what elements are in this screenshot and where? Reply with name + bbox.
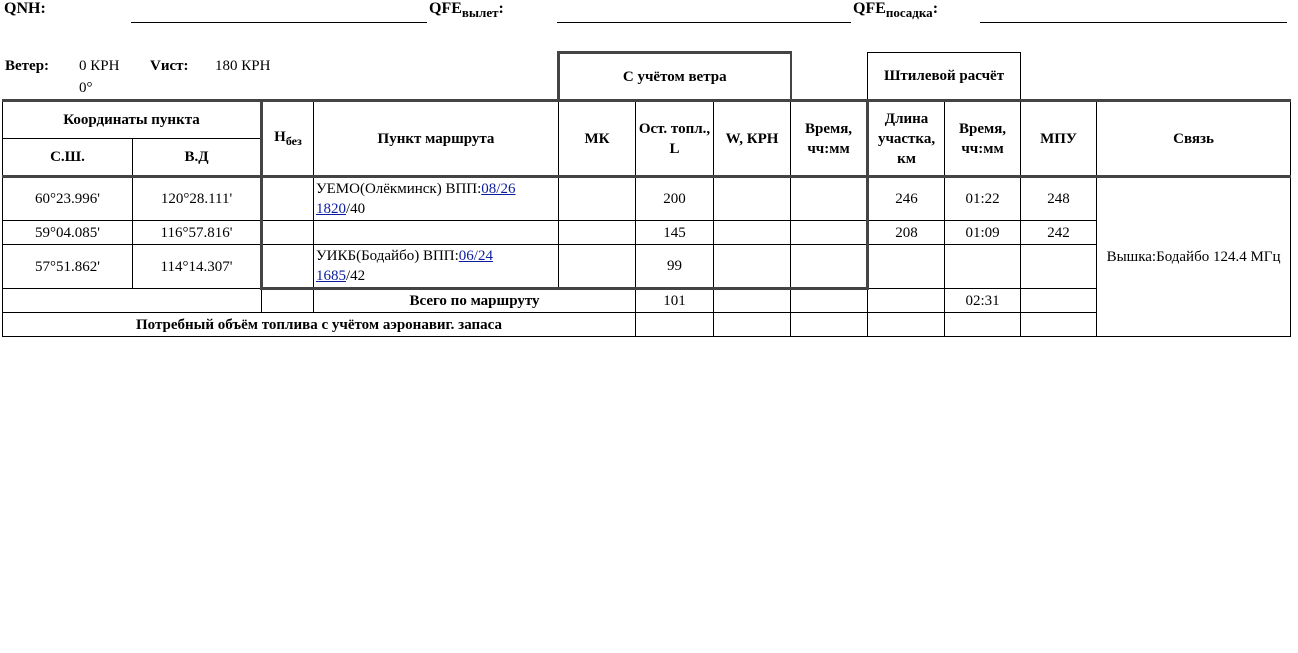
col-ground-speed: W, КРН [714, 101, 791, 177]
col-lon: В.Д [133, 139, 262, 177]
cell-fuel: 200 [636, 177, 714, 221]
cell-route-point: УИКБ(Бодайбо) ВПП:06/24 1685/42 [314, 245, 559, 289]
group-spacer [791, 53, 868, 101]
cell-lat: 59°04.085' [3, 221, 133, 245]
cell-lon: 120°28.111' [133, 177, 262, 221]
cell-lat: 60°23.996' [3, 177, 133, 221]
total-length [868, 289, 945, 313]
cell-time: 01:22 [945, 177, 1021, 221]
qfe-landing-label: $QFE_{посадка}$: [853, 0, 939, 20]
col-fuel: Ост. топл., L [636, 101, 714, 177]
cell-mk [559, 221, 636, 245]
group-header-calm: Штилевой расчёт [868, 53, 1021, 101]
col-time-wind: Время, чч:мм [791, 101, 868, 177]
cell-mpu: 242 [1021, 221, 1097, 245]
cell-hbez [262, 221, 314, 245]
required-fuel-label: Потребный объём топлива с учётом аэронавиг. запаса [3, 313, 636, 337]
total-label: Всего по маршруту [314, 289, 636, 313]
total-blank [3, 289, 262, 313]
cell-mk [559, 177, 636, 221]
required-length [868, 313, 945, 337]
total-mpu [1021, 289, 1097, 313]
total-fuel: 101 [636, 289, 714, 313]
cell-time-wind [791, 245, 868, 289]
runway-link[interactable]: 06/24 [458, 248, 493, 264]
header-fields [0, 0, 1298, 30]
qfe-landing-field[interactable] [980, 22, 1287, 23]
col-time-calm: Время, чч:мм [945, 101, 1021, 177]
cell-time-wind [791, 221, 868, 245]
group-header-wind: С учётом ветра [559, 53, 791, 101]
qnh-label: QNH: [4, 0, 46, 17]
total-time-wind [791, 289, 868, 313]
wind-label: Ветер: [5, 58, 50, 74]
cell-length [868, 245, 945, 289]
cell-w [714, 245, 791, 289]
group-spacer-right [1021, 53, 1097, 101]
cell-w [714, 221, 791, 245]
cell-hbez [262, 177, 314, 221]
cell-lon: 114°14.307' [133, 245, 262, 289]
vist-value: 180 КРН [215, 58, 271, 74]
qnh-field[interactable] [131, 22, 427, 23]
cell-length: 208 [868, 221, 945, 245]
col-mpu: МПУ [1021, 101, 1097, 177]
cell-route-point [314, 221, 559, 245]
qfe-departure-label: $QFE_{вылет}$: [429, 0, 504, 20]
runway-length-link[interactable]: 1685 [316, 268, 346, 284]
table-row [3, 177, 1291, 221]
col-hbez: $H_{без}$ [262, 101, 314, 177]
col-mk: МК [559, 101, 636, 177]
cell-length: 246 [868, 177, 945, 221]
cell-w [714, 177, 791, 221]
required-time-wind [791, 313, 868, 337]
wind-direction: 0° [79, 80, 93, 96]
cell-lat: 57°51.862' [3, 245, 133, 289]
col-route-point: Пункт маршрута [314, 101, 559, 177]
route-table [2, 51, 1291, 337]
total-time: 02:31 [945, 289, 1021, 313]
cell-fuel: 99 [636, 245, 714, 289]
wind-spacer [3, 53, 559, 101]
cell-mk [559, 245, 636, 289]
cell-mpu [1021, 245, 1097, 289]
col-leg-length: Длина участка, км [868, 101, 945, 177]
wind-speed: 0 КРН [79, 58, 120, 74]
cell-time: 01:09 [945, 221, 1021, 245]
qfe-departure-field[interactable] [557, 22, 851, 23]
required-fuel-value [636, 313, 714, 337]
cell-time [945, 245, 1021, 289]
col-comm: Связь [1097, 101, 1291, 177]
cell-mpu: 248 [1021, 177, 1097, 221]
cell-time-wind [791, 177, 868, 221]
required-time [945, 313, 1021, 337]
runway-link[interactable]: 08/26 [481, 181, 516, 197]
required-mpu [1021, 313, 1097, 337]
total-hbez [262, 289, 314, 313]
required-w [714, 313, 791, 337]
cell-route-point: УЕМО(Олёкминск) ВПП:08/26 1820/40 [314, 177, 559, 221]
cell-comm: Вышка:Бодайбо 124.4 МГц [1097, 177, 1291, 337]
runway-length-link[interactable]: 1820 [316, 201, 346, 217]
total-w [714, 289, 791, 313]
col-lat: С.Ш. [3, 139, 133, 177]
cell-fuel: 145 [636, 221, 714, 245]
cell-hbez [262, 245, 314, 289]
coords-header: Координаты пункта [3, 101, 262, 139]
cell-lon: 116°57.816' [133, 221, 262, 245]
vist-label: Vист: [150, 58, 189, 74]
